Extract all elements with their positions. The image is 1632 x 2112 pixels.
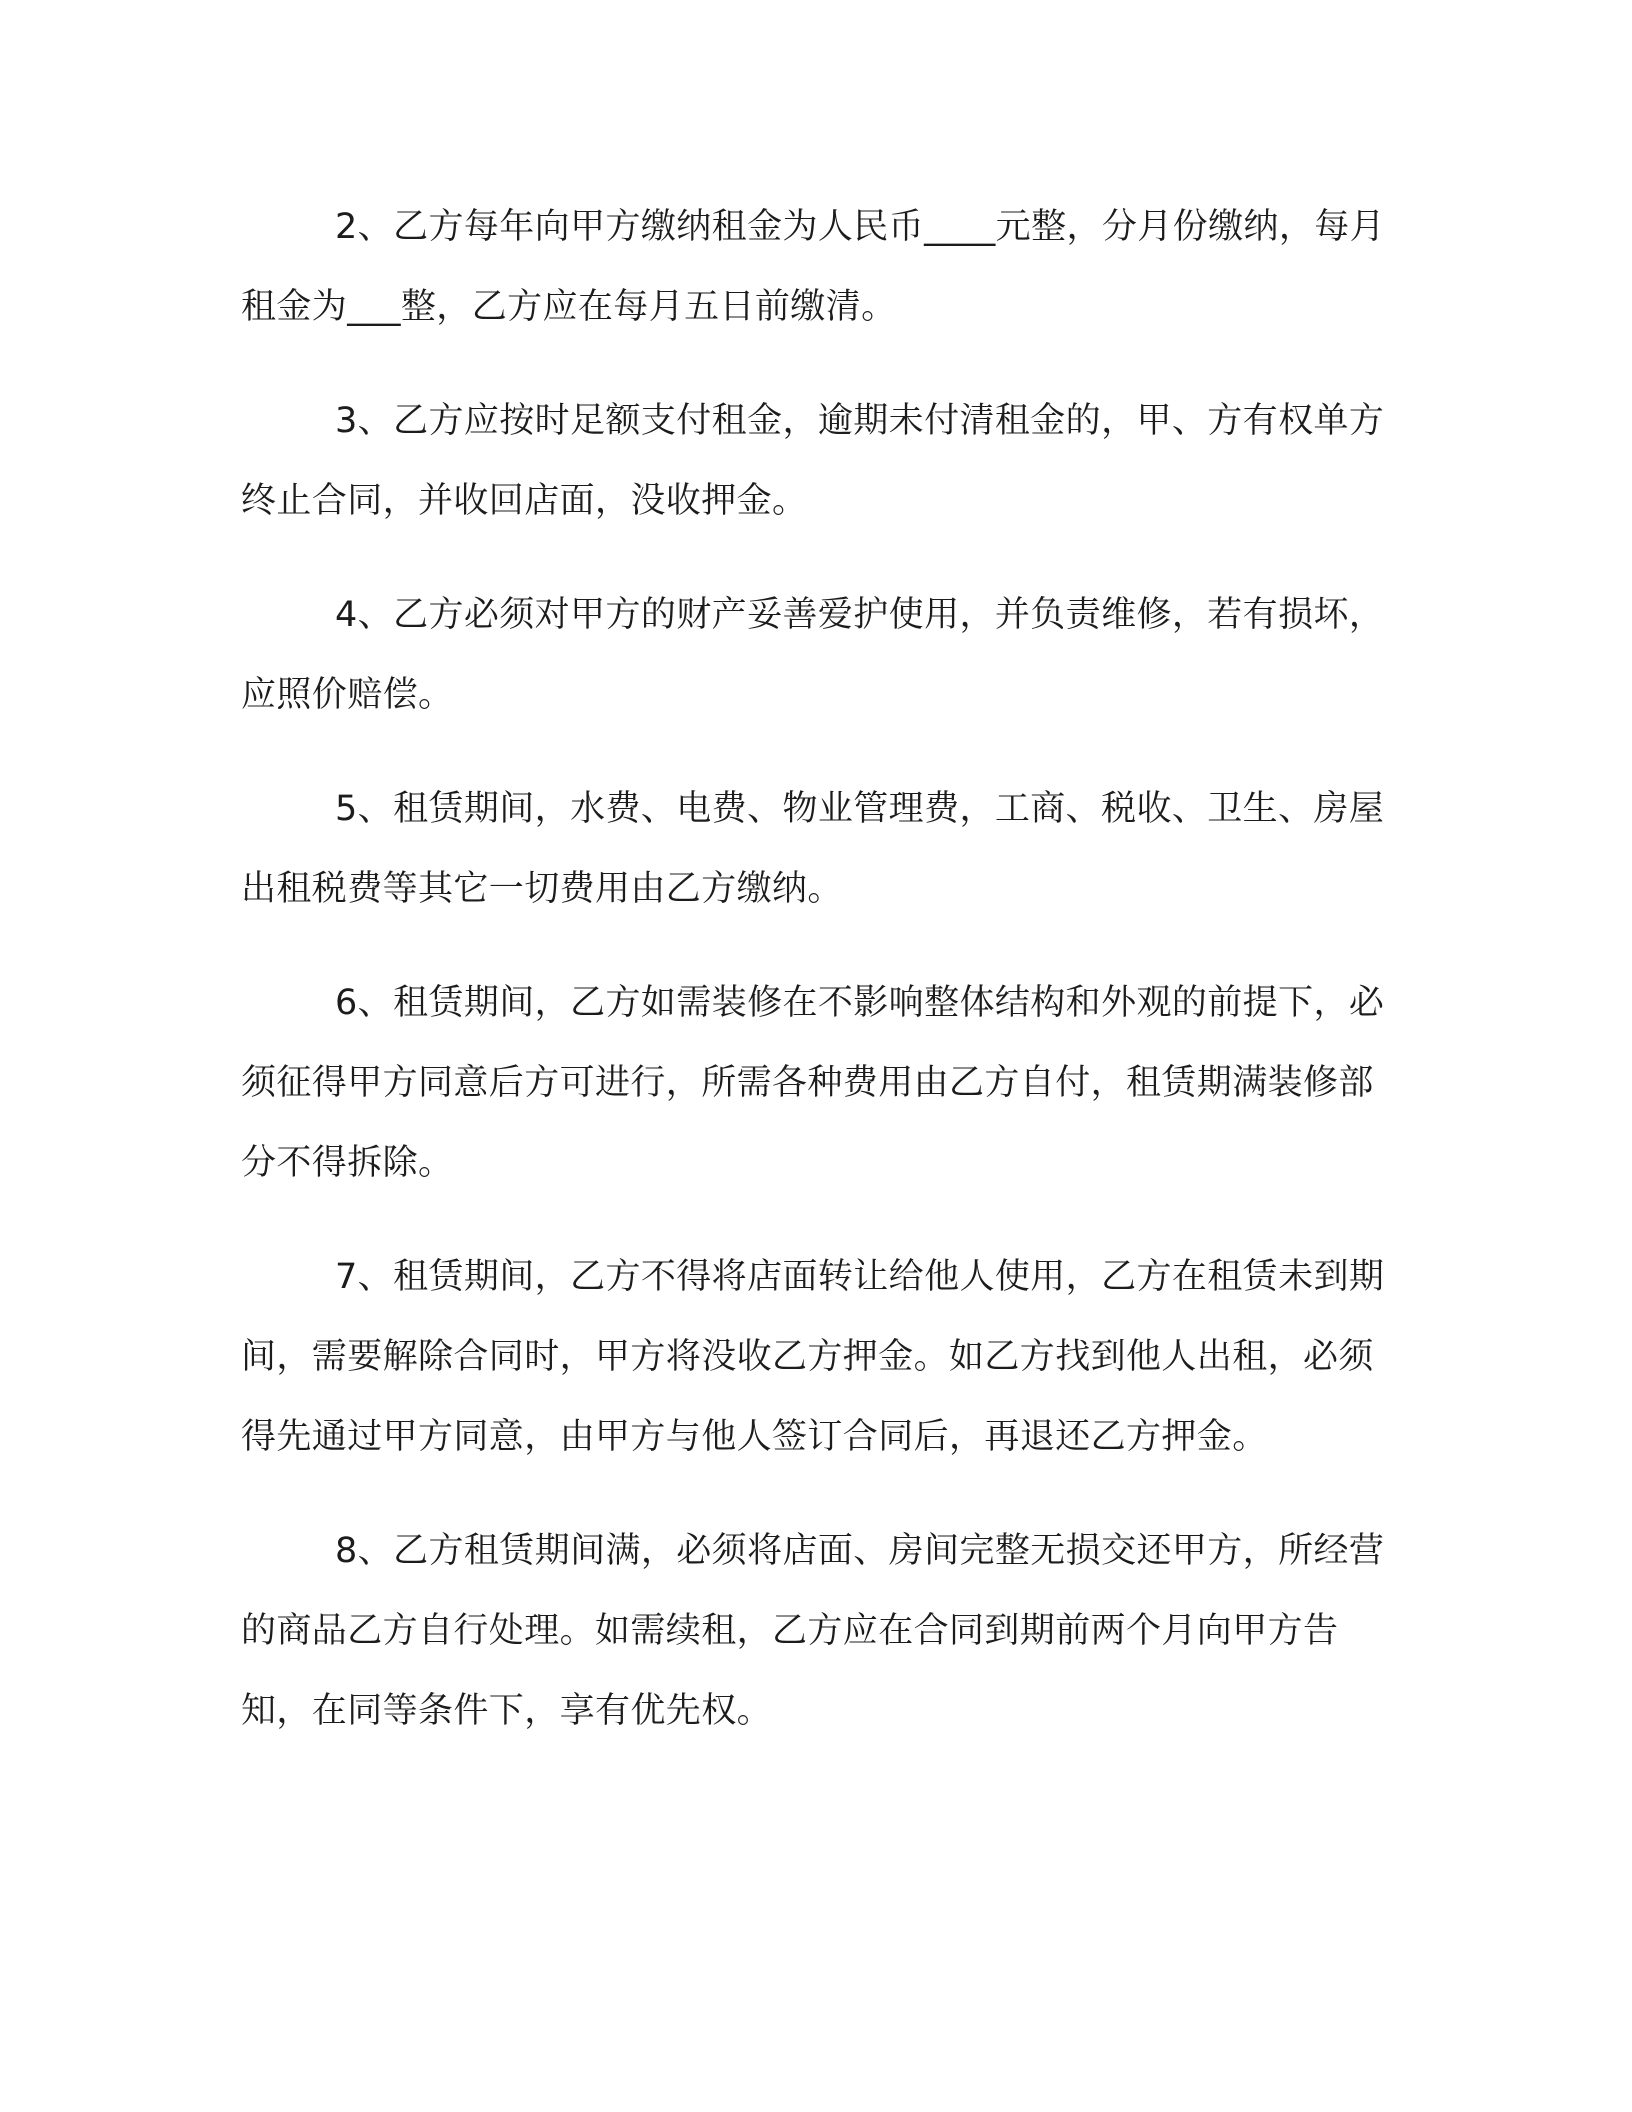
contract-body (241, 187, 1391, 1785)
clause-7: 7、租赁期间，乙方不得将店面转让给他人使用，乙方在租赁未到期间，需要解除合同时，甲方将没收乙方押金。如乙方找到他人出租，必须得先通过甲方同意，由甲方与他人签订合同后，再退还乙方押金。 (241, 1257, 1385, 1457)
clause-2: 2、乙方每年向甲方缴纳租金为人民币____元整，分月份缴纳，每月租金为___整，乙方应在每月五日前缴清。 (241, 207, 1386, 327)
clause-5: 5、租赁期间，水费、电费、物业管理费，工商、税收、卫生、房屋出租税费等其它一切费用由乙方缴纳。 (241, 789, 1385, 909)
clause-6: 6、租赁期间，乙方如需装修在不影响整体结构和外观的前提下，必须征得甲方同意后方可进行，所需各种费用由乙方自付，租赁期满装修部分不得拆除。 (241, 983, 1385, 1183)
clause-3: 3、乙方应按时足额支付租金，逾期未付清租金的，甲、方有权单方终止合同，并收回店面，没收押金。 (241, 401, 1385, 521)
clause-4: 4、乙方必须对甲方的财产妥善爱护使用，并负责维修，若有损坏，应照价赔偿。 (241, 595, 1385, 715)
clause-8: 8、乙方租赁期间满，必须将店面、房间完整无损交还甲方，所经营的商品乙方自行处理。如需续租，乙方应在合同到期前两个月向甲方告知，在同等条件下，享有优先权。 (241, 1531, 1385, 1731)
